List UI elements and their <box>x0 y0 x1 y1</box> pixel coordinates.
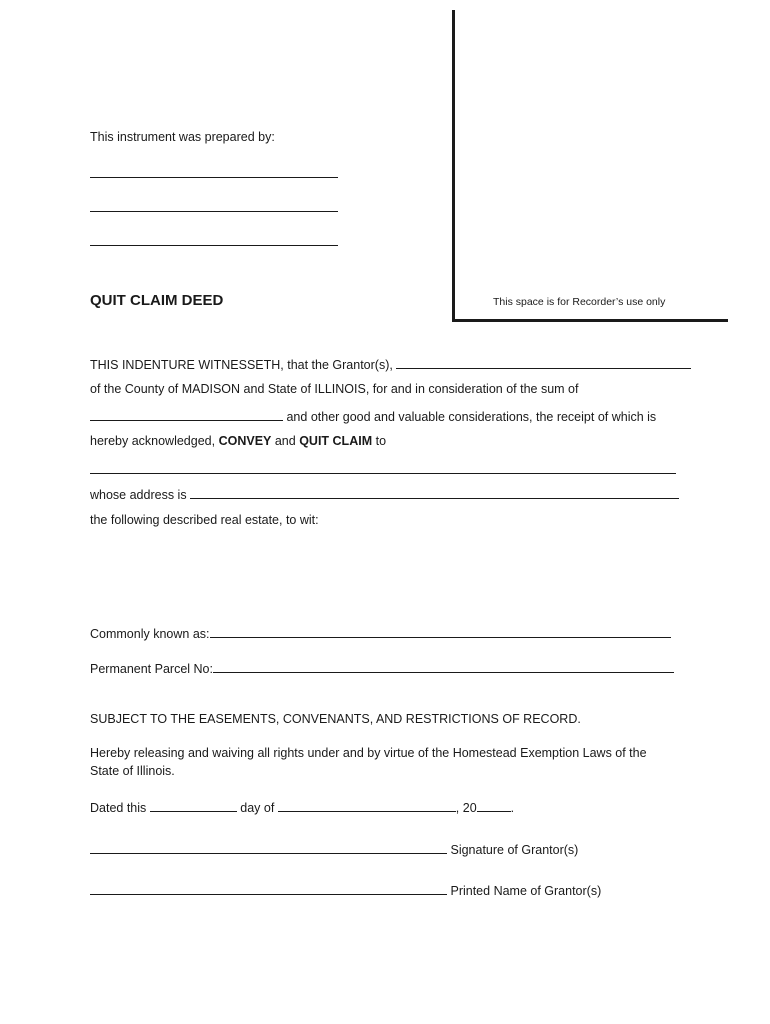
dated-this-label: Dated this <box>90 801 147 815</box>
address-label: whose address is <box>90 488 187 502</box>
commonly-known-line <box>90 625 671 641</box>
and-text: and <box>274 434 296 448</box>
county-line: of the County of MADISON and State of ILLINOIS, for and in consideration of the sum of <box>90 382 579 396</box>
prepared-by-line-2[interactable] <box>90 211 338 212</box>
grantor-name-field[interactable] <box>396 356 691 369</box>
dated-period: . <box>510 801 515 815</box>
grantee-name-field[interactable] <box>90 460 676 474</box>
grantee-address-field[interactable] <box>190 486 679 499</box>
prepared-by-line-1[interactable] <box>90 177 338 178</box>
consideration-line <box>90 408 656 424</box>
dated-line <box>90 799 514 815</box>
acknowledged-text: hereby acknowledged, <box>90 434 216 448</box>
commonly-known-label: Commonly known as: <box>90 627 210 641</box>
printed-name-label: Printed Name of Grantor(s) <box>450 884 602 898</box>
commonly-known-field[interactable] <box>210 625 671 638</box>
printed-name-field[interactable] <box>90 882 447 895</box>
year-field[interactable] <box>477 799 511 812</box>
releasing-text-2: State of Illinois. <box>90 764 175 778</box>
page-title: QUIT CLAIM DEED <box>90 292 224 309</box>
prepared-by-label: This instrument was prepared by: <box>90 130 275 144</box>
parcel-no-field[interactable] <box>213 660 674 673</box>
parcel-no-line <box>90 660 674 676</box>
indenture-text: THIS INDENTURE WITNESSETH, that the Grantor(s), <box>90 358 393 372</box>
indenture-line <box>90 356 691 372</box>
recorder-box-bottom-border <box>452 319 728 322</box>
signature-field[interactable] <box>90 841 447 854</box>
convey-text: CONVEY <box>218 434 272 448</box>
year-prefix: , 20 <box>455 801 477 815</box>
prepared-by-line-3[interactable] <box>90 245 338 246</box>
month-field[interactable] <box>278 799 456 812</box>
address-line <box>90 486 679 502</box>
signature-label: Signature of Grantor(s) <box>450 843 579 857</box>
releasing-text-1: Hereby releasing and waiving all rights under and by virtue of the Homestead Exemption Laws of the <box>90 746 647 760</box>
recorder-box-left-border <box>452 10 455 322</box>
day-field[interactable] <box>150 799 237 812</box>
consideration-text: and other good and valuable considerations, the receipt of which is <box>286 410 657 424</box>
recorder-note: This space is for Recorder’s use only <box>493 296 666 308</box>
real-estate-label: the following described real estate, to wit: <box>90 513 319 527</box>
printed-name-line <box>90 882 601 898</box>
quit-claim-text: QUIT CLAIM <box>299 434 373 448</box>
parcel-no-label: Permanent Parcel No: <box>90 662 213 676</box>
signature-line <box>90 841 578 857</box>
subject-to-text: SUBJECT TO THE EASEMENTS, CONVENANTS, AND RESTRICTIONS OF RECORD. <box>90 712 581 726</box>
convey-line <box>90 434 386 448</box>
to-text: to <box>375 434 387 448</box>
day-of-label: day of <box>240 801 275 815</box>
consideration-sum-field[interactable] <box>90 408 283 421</box>
